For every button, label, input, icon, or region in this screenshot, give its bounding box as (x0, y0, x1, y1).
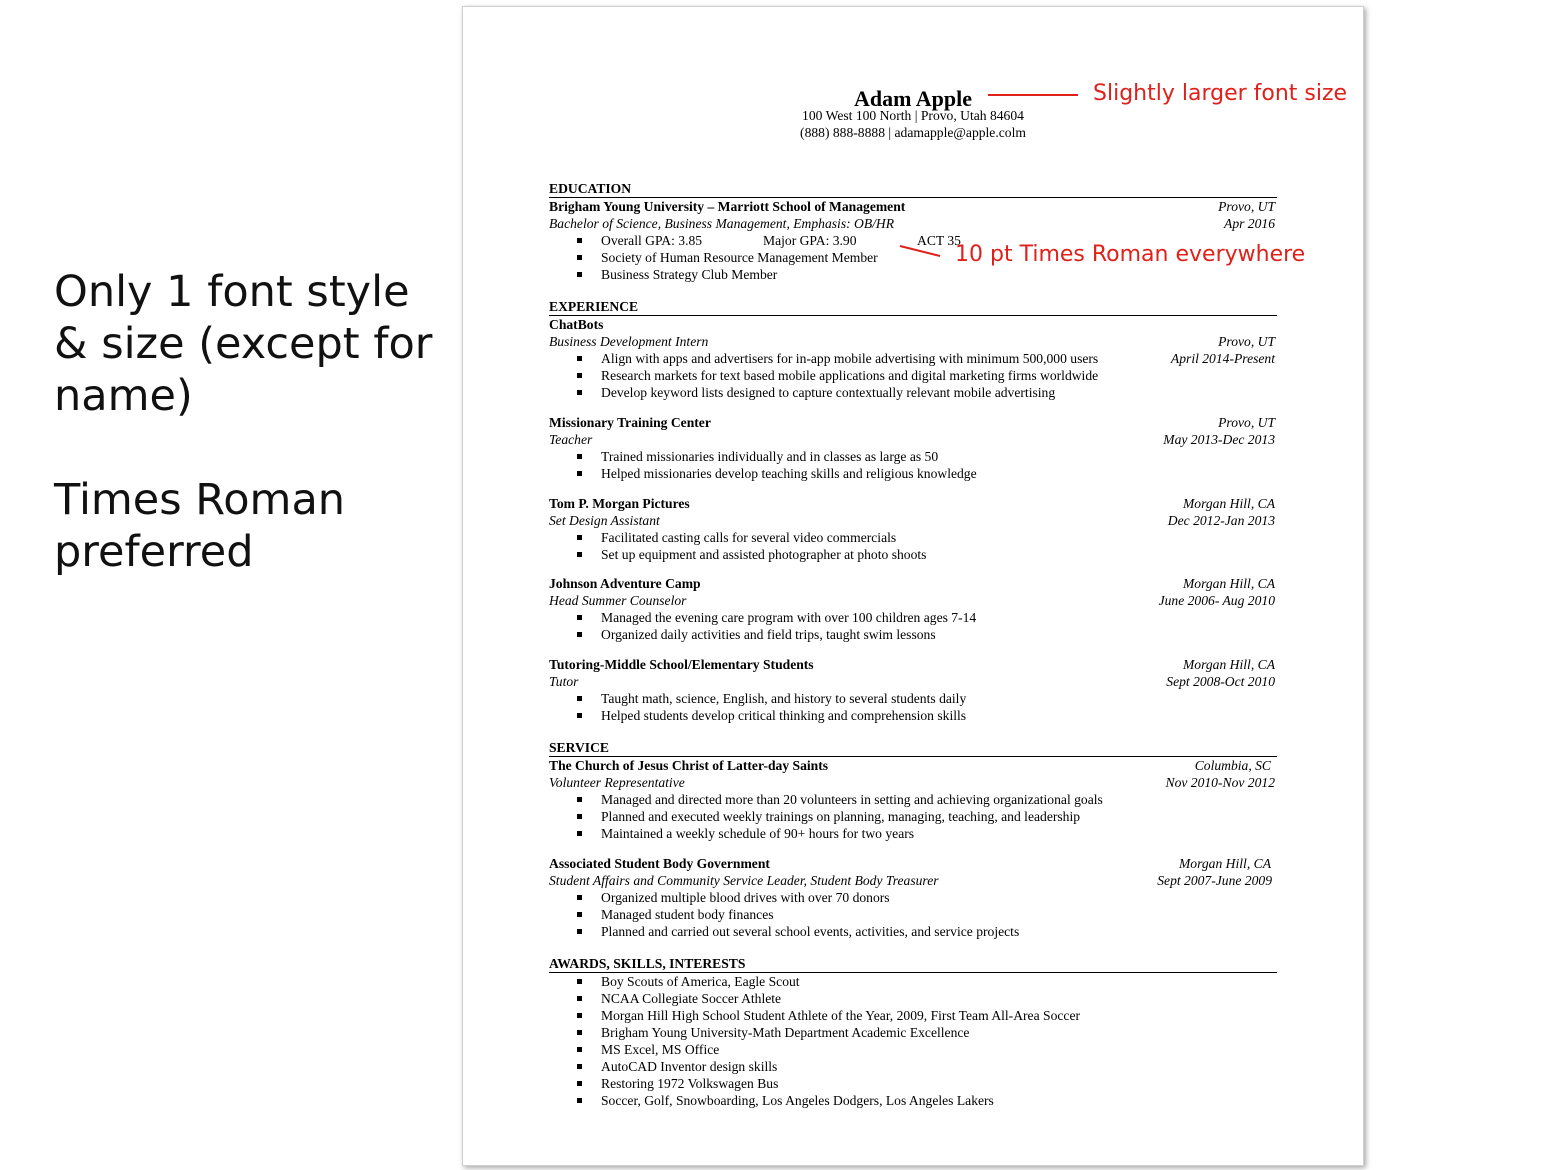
service-date: Nov 2010-Nov 2012 (1165, 775, 1275, 790)
service-row (549, 855, 1277, 872)
list-item: Maintained a weekly schedule of 90+ hours for two years (601, 826, 915, 841)
list-item: Planned and carried out several school events, activities, and service projects (601, 924, 1020, 939)
job-role-row (549, 333, 1277, 350)
resume-page (462, 6, 1364, 1166)
phone-email-line: (888) 888-8888 | adamapple@apple.colm (800, 125, 1026, 140)
name-annotation-line (988, 94, 1078, 96)
list-item: Restoring 1972 Volkswagen Bus (601, 1076, 779, 1091)
service-location: Morgan Hill, CA (1178, 856, 1271, 871)
education-degree-row (549, 215, 1277, 232)
job-org: Missionary Training Center (549, 415, 711, 430)
service-org: Associated Student Body Government (549, 856, 770, 871)
list-item: NCAA Collegiate Soccer Athlete (601, 991, 782, 1006)
list-item: Helped students develop critical thinking and comprehension skills (601, 708, 967, 723)
list-item: Facilitated casting calls for several video commercials (601, 530, 897, 545)
font-annotation: 10 pt Times Roman everywhere (955, 242, 1306, 267)
job-role: Teacher (549, 432, 593, 447)
list-item: Business Strategy Club Member (601, 267, 778, 282)
service-location: Columbia, SC (1194, 758, 1271, 773)
list-item: Set up equipment and assisted photographer at photo shoots (601, 547, 927, 562)
job-date: Dec 2012-Jan 2013 (1167, 513, 1275, 528)
service-role: Student Affairs and Community Service Leader, Student Body Treasurer (549, 873, 939, 888)
school-name: Brigham Young University – Marriott School of Management (549, 199, 906, 214)
list-item: AutoCAD Inventor design skills (601, 1059, 778, 1074)
resume-name: Adam Apple (854, 86, 972, 111)
address-line: 100 West 100 North | Provo, Utah 84604 (802, 108, 1024, 123)
job-role-row (549, 512, 1277, 529)
list-item: Research markets for text based mobile applications and digital marketing firms worldwide (601, 368, 1099, 383)
job-role: Business Development Intern (549, 334, 709, 349)
job-date: June 2006- Aug 2010 (1158, 593, 1275, 608)
job-date: Sept 2008-Oct 2010 (1166, 674, 1275, 689)
list-item: Boy Scouts of America, Eagle Scout (601, 974, 800, 989)
degree: Bachelor of Science, Business Management, Emphasis: OB/HR (549, 216, 895, 231)
job-location: Morgan Hill, CA (1182, 576, 1275, 591)
list-item: Managed the evening care program with over 100 children ages 7-14 (601, 610, 977, 625)
act-score: ACT 35 (917, 233, 961, 248)
list-item: Soccer, Golf, Snowboarding, Los Angeles Dodgers, Los Angeles Lakers (601, 1093, 994, 1108)
resume-contact (549, 107, 1277, 141)
job-role: Head Summer Counselor (549, 593, 687, 608)
job-date: April 2014-Present (1170, 351, 1275, 366)
service-row (549, 757, 1277, 774)
job-location: Morgan Hill, CA (1182, 496, 1275, 511)
list-item: Trained missionaries individually and in classes as large as 50 (601, 449, 939, 464)
awards-heading: AWARDS, SKILLS, INTERESTS (549, 956, 1277, 973)
job-org: ChatBots (549, 317, 604, 332)
job-role-row (549, 592, 1277, 609)
job-org: Tom P. Morgan Pictures (549, 496, 690, 511)
list-item: Society of Human Resource Management Member (601, 250, 878, 265)
font-annotation-line (898, 242, 944, 260)
job-role: Tutor (549, 674, 579, 689)
job-org: Tutoring-Middle School/Elementary Students (549, 657, 814, 672)
list-item: Managed and directed more than 20 volunteers in setting and achieving organizational goals (601, 792, 1103, 807)
service-role: Volunteer Representative (549, 775, 685, 790)
job-role-row (549, 673, 1277, 690)
job-row (549, 656, 1277, 673)
name-size-annotation: Slightly larger font size (1093, 81, 1348, 106)
list-item: Develop keyword lists designed to capture contextually relevant mobile advertising (601, 385, 1056, 400)
list-item: Helped missionaries develop teaching skills and religious knowledge (601, 466, 977, 481)
list-item: Align with apps and advertisers for in-app mobile advertising with minimum 500,000 users (601, 351, 1099, 366)
list-item: Taught math, science, English, and history to several students daily (601, 691, 967, 706)
list-item: Organized multiple blood drives with over 70 donors (601, 890, 890, 905)
list-item: Brigham Young University-Math Department Academic Excellence (601, 1025, 970, 1040)
job-org: Johnson Adventure Camp (549, 576, 701, 591)
side-note-font-rule: Only 1 font style & size (except for name) (54, 267, 433, 421)
list-item: Morgan Hill High School Student Athlete of the Year, 2009, First Team All-Area Soccer (601, 1008, 1081, 1023)
job-row (549, 575, 1277, 592)
job-location: Provo, UT (1218, 334, 1275, 349)
service-org: The Church of Jesus Christ of Latter-day Saints (549, 758, 829, 773)
list-item: Organized daily activities and field trips, taught swim lessons (601, 627, 936, 642)
education-school-row (549, 198, 1277, 215)
service-heading: SERVICE (549, 740, 1277, 757)
side-note-font-preference: Times Roman preferred (54, 475, 346, 577)
job-location: Morgan Hill, CA (1182, 657, 1275, 672)
service-role-row (549, 872, 1277, 889)
job-row (549, 495, 1277, 512)
gpa-overall: Overall GPA: 3.85 (601, 233, 703, 248)
service-date: Sept 2007-June 2009 (1157, 873, 1272, 888)
service-role-row (549, 774, 1277, 791)
list-item: MS Excel, MS Office (601, 1042, 720, 1057)
education-heading: EDUCATION (549, 181, 1277, 198)
job-row (549, 414, 1277, 431)
job-role: Set Design Assistant (549, 513, 660, 528)
gpa-bullet (601, 232, 961, 249)
list-item: Planned and executed weekly trainings on planning, managing, teaching, and leadership (601, 809, 1081, 824)
job-location: Provo, UT (1218, 415, 1275, 430)
school-location: Provo, UT (1218, 199, 1275, 214)
job-date: May 2013-Dec 2013 (1163, 432, 1275, 447)
degree-date: Apr 2016 (1224, 216, 1275, 231)
job-role-row (549, 431, 1277, 448)
experience-heading: EXPERIENCE (549, 299, 1277, 316)
list-item: Managed student body finances (601, 907, 774, 922)
gpa-major: Major GPA: 3.90 (763, 233, 857, 248)
